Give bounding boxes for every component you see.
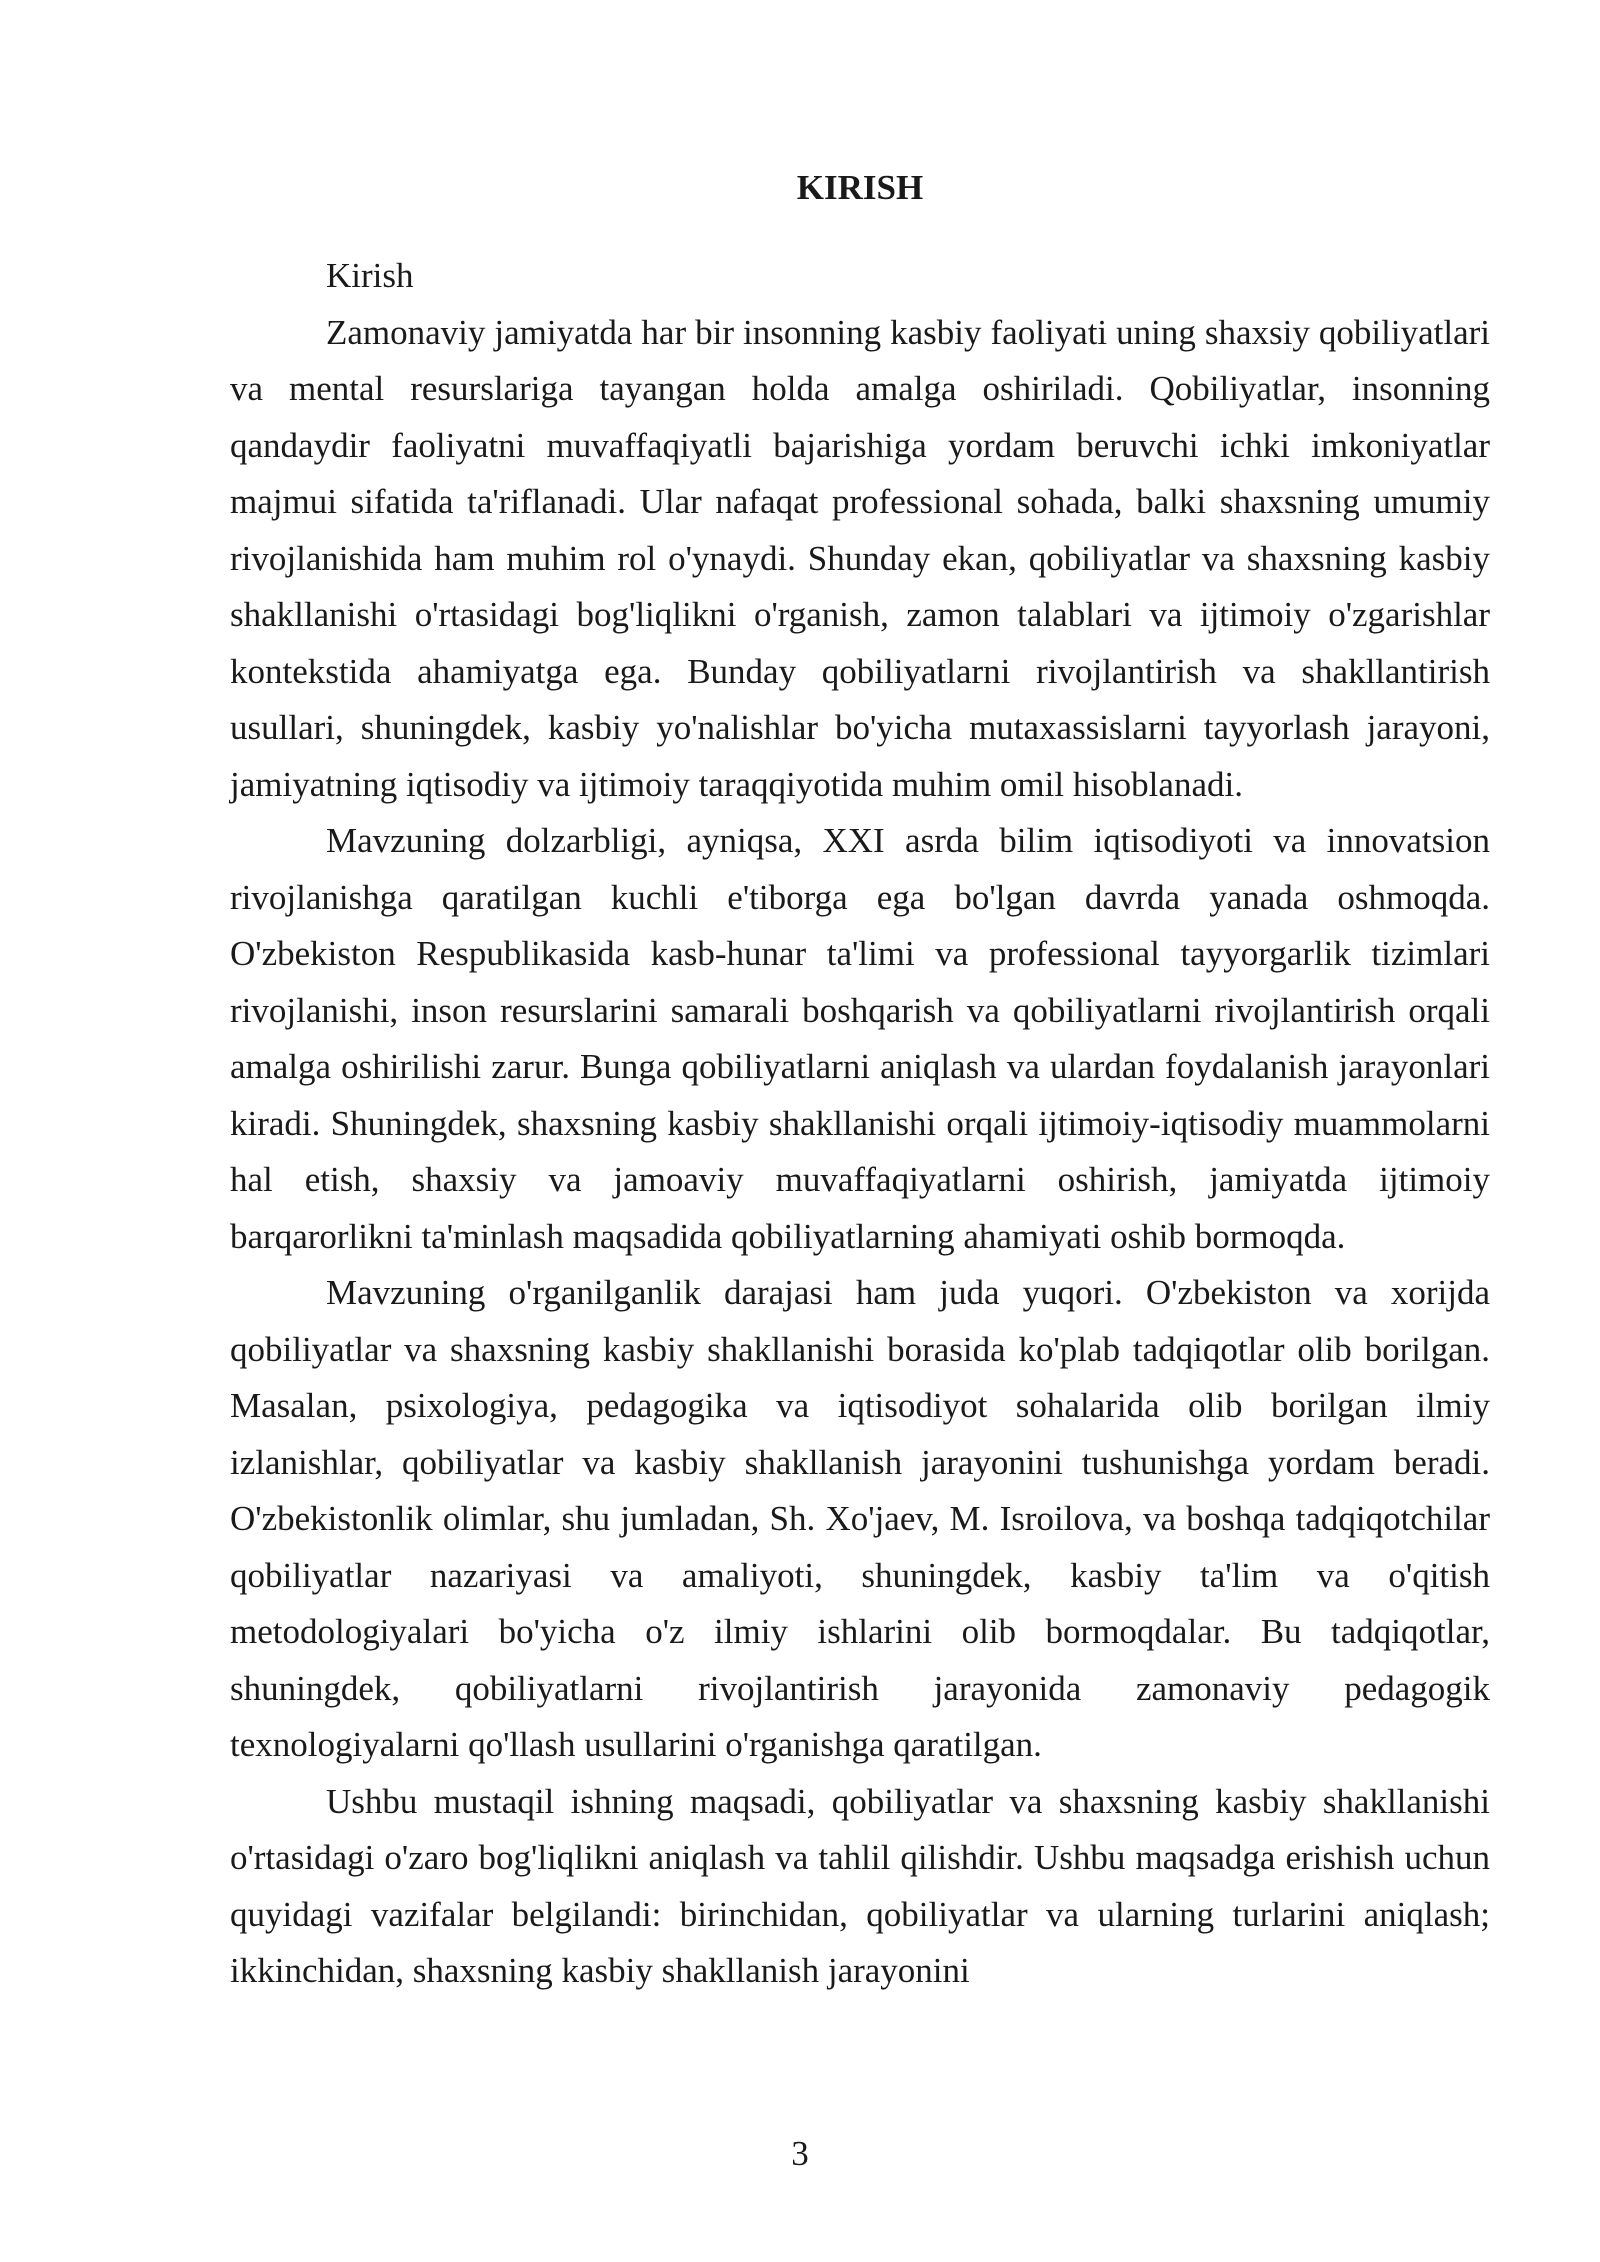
document-body [230,160,1490,2000]
subheading-paragraph: Kirish [326,256,414,295]
body-paragraph: Mavzuning dolzarbligi, ayniqsa, XXI asrda bilim iqtisodiyoti va innovatsion rivojlanishga qaratilgan kuchli e'tiborga ega bo'lgan davrda yanada oshmoqda. O'zbekiston Respublikasida kasb-hunar ta'limi va professional tayyorgarlik tizimlari rivojlanishi, inson resurslarini samarali boshqarish va qobiliyatlarni rivojlantirish orqali amalga oshirilishi zarur. Bunga qobiliyatlarni aniqlash va ulardan foydalanish jarayonlari kiradi. Shuningdek, shaxsning kasbiy shakllanishi orqali ijtimoiy-iqtisodiy muammolarni hal etish, shaxsiy va jamoaviy muvaffaqiyatlarni oshirish, jamiyatda ijtimoiy barqarorlikni ta'minlash maqsadida qobiliyatlarning ahamiyati oshib bormoqda. [230,821,1490,1256]
body-paragraph: Mavzuning o'rganilganlik darajasi ham juda yuqori. O'zbekiston va xorijda qobiliyatlar va shaxsning kasbiy shakllanishi borasida ko'plab tadqiqotlar olib borilgan. Masalan, psixologiya, pedagogika va iqtisodiyot sohalarida olib borilgan ilmiy izlanishlar, qobiliyatlar va kasbiy shakllanish jarayonini tushunishga yordam beradi. O'zbekistonlik olimlar, shu jumladan, Sh. Xo'jaev, M. Isroilova, va boshqa tadqiqotchilar qobiliyatlar nazariyasi va amaliyoti, shuningdek, kasbiy ta'lim va o'qitish metodologiyalari bo'yicha o'z ilmiy ishlarini olib bormoqdalar. Bu tadqiqotlar, shuningdek, qobiliyatlarni rivojlantirish jarayonida zamonaviy pedagogik texnologiyalarni qo'llash usullarini o'rganishga qaratilgan. [230,1273,1490,1764]
body-paragraph: Zamonaviy jamiyatda har bir insonning kasbiy faoliyati uning shaxsiy qobiliyatlari va mental resurslariga tayangan holda amalga oshiriladi. Qobiliyatlar, insonning qandaydir faoliyatni muvaffaqiyatli bajarishiga yordam beruvchi ichki imkoniyatlar majmui sifatida ta'riflanadi. Ular nafaqat professional sohada, balki shaxsning umumiy rivojlanishida ham muhim rol o'ynaydi. Shunday ekan, qobiliyatlar va shaxsning kasbiy shakllanishi o'rtasidagi bog'liqlikni o'rganish, zamon talablari va ijtimoiy o'zgarishlar kontekstida ahamiyatga ega. Bunday qobiliyatlarni rivojlantirish va shakllantirish usullari, shuningdek, kasbiy yo'nalishlar bo'yicha mutaxassislarni tayyorlash jarayoni, jamiyatning iqtisodiy va ijtimoiy taraqqiyotida muhim omil hisoblanadi. [230,312,1490,804]
body-paragraph: Ushbu mustaqil ishning maqsadi, qobiliyatlar va shaxsning kasbiy shakllanishi o'rtasidagi o'zaro bog'liqlikni aniqlash va tahlil qilishdir. Ushbu maqsadga erishish uchun quyidagi vazifalar belgilandi: birinchidan, qobiliyatlar va ularning turlarini aniqlash; ikkinchidan, shaxsning kasbiy shakllanish jarayonini [230,1781,1490,1990]
page-number: 3 [791,2134,809,2173]
page-title: KIRISH [796,168,924,207]
